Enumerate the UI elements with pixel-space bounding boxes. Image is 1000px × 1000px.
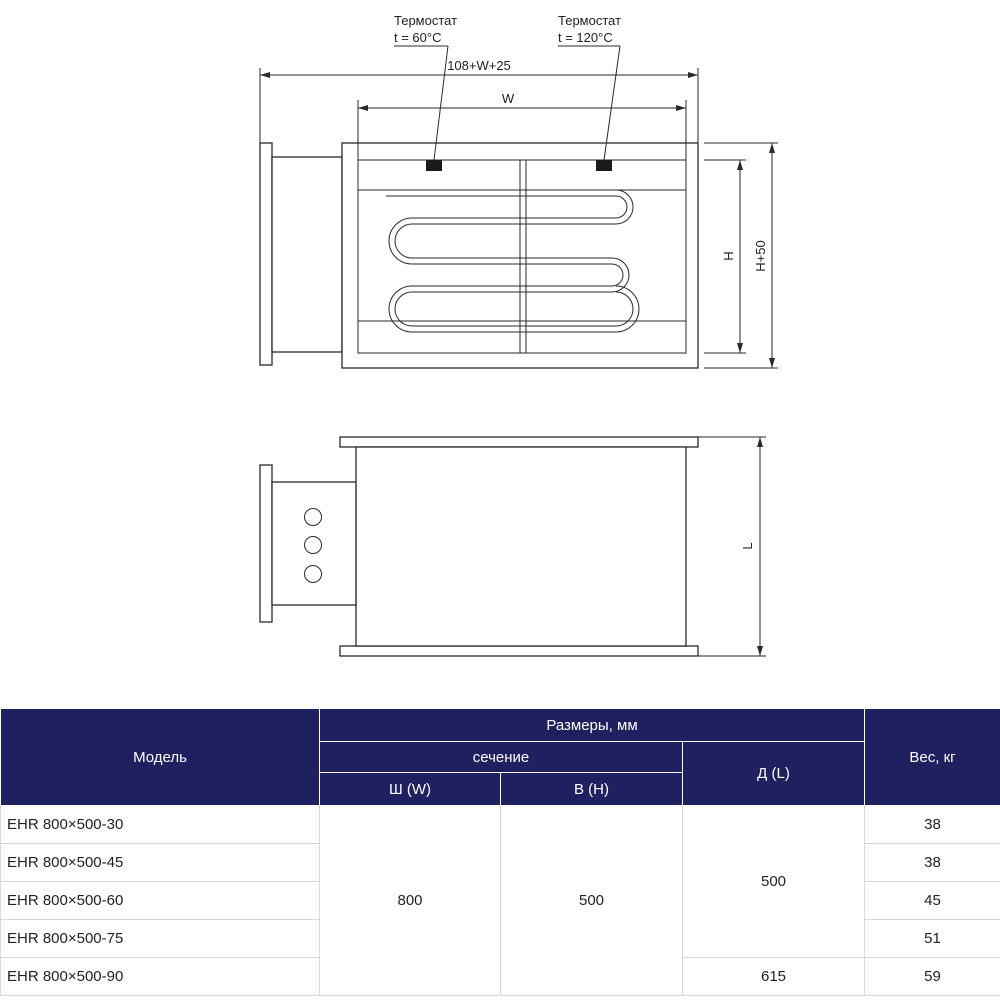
height-cell: 500 <box>501 806 683 996</box>
model-cell: EHR 800×500-45 <box>1 844 320 882</box>
h-label: H <box>721 251 736 261</box>
header-width: Ш (W) <box>320 773 501 806</box>
weight-cell: 45 <box>865 882 1000 920</box>
thermostat-60-name: Термостат <box>394 13 458 28</box>
header-sizes: Размеры, мм <box>320 709 865 742</box>
model-cell: EHR 800×500-30 <box>1 806 320 844</box>
length-dimension <box>698 437 766 656</box>
thermostat-120-sensor <box>596 160 612 171</box>
weight-cell: 38 <box>865 844 1000 882</box>
model-cell: EHR 800×500-75 <box>1 920 320 958</box>
side-view <box>260 437 698 656</box>
header-height: В (H) <box>501 773 683 806</box>
thermostat-120-temp: t = 120°C <box>558 30 613 45</box>
length-cell: 615 <box>683 958 865 996</box>
thermostat-60-sensor <box>426 160 442 171</box>
table-row <box>1 806 1000 844</box>
header-model: Модель <box>1 709 320 806</box>
thermostat-60-temp: t = 60°C <box>394 30 442 45</box>
spec-table <box>0 708 1000 996</box>
height-dimensions <box>704 143 778 368</box>
header-weight: Вес, кг <box>865 709 1000 806</box>
model-cell: EHR 800×500-60 <box>1 882 320 920</box>
side-bottom-flange <box>340 646 698 656</box>
thermostat-120-name: Термостат <box>558 13 622 28</box>
length-cell: 500 <box>683 806 865 958</box>
front-view <box>260 143 698 368</box>
side-flange-plate <box>260 465 272 622</box>
total-width-label: 108+W+25 <box>447 58 511 73</box>
header-length: Д (L) <box>683 742 865 806</box>
header-section: сечение <box>320 742 683 773</box>
weight-cell: 51 <box>865 920 1000 958</box>
weight-cell: 38 <box>865 806 1000 844</box>
front-flange-plate <box>260 143 272 365</box>
w-label: W <box>501 91 515 106</box>
side-terminal-box <box>272 482 356 605</box>
width-cell: 800 <box>320 806 501 996</box>
thermostat-labels <box>394 13 621 160</box>
side-top-flange <box>340 437 698 447</box>
model-cell: EHR 800×500-90 <box>1 958 320 996</box>
weight-cell: 59 <box>865 958 1000 996</box>
side-body <box>356 447 686 646</box>
h50-label: H+50 <box>753 240 768 272</box>
front-terminal-box <box>272 157 342 352</box>
l-label: L <box>740 542 755 550</box>
